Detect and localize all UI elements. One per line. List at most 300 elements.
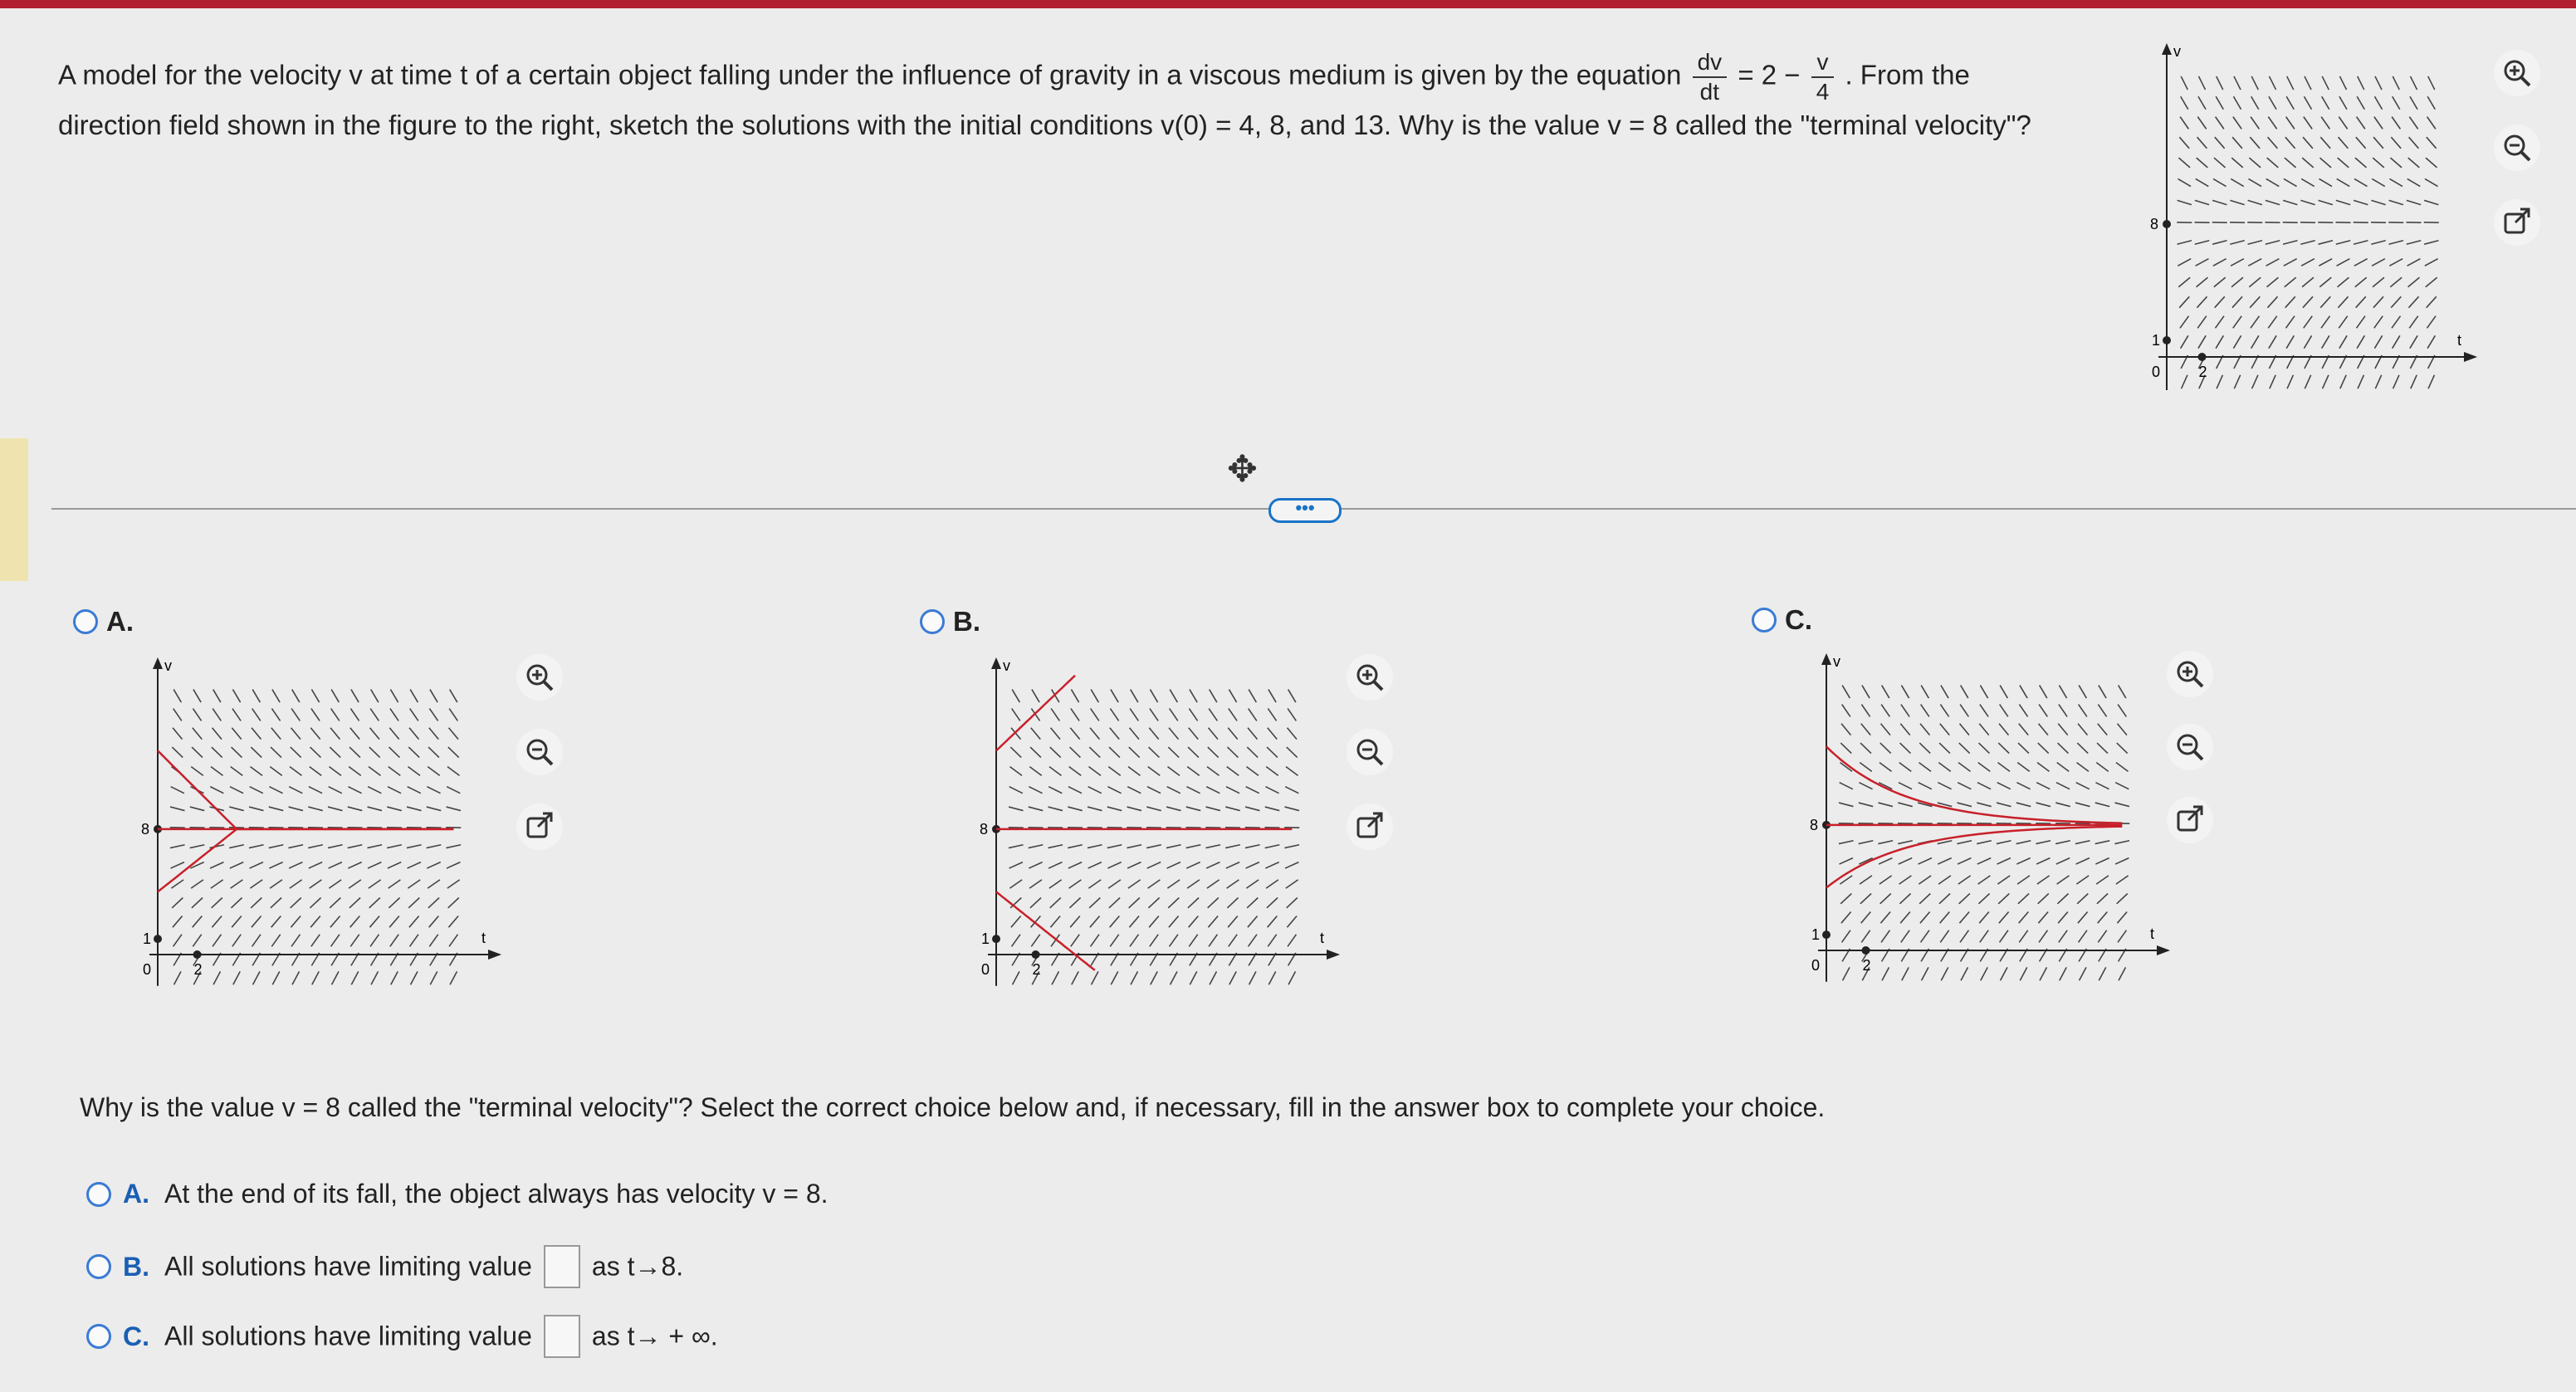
direction-segment: [291, 935, 300, 947]
option-c-radio[interactable]: [1752, 603, 1812, 636]
direction-segment: [311, 709, 320, 721]
direction-segment: [174, 690, 181, 702]
option-a-radio[interactable]: [73, 604, 134, 637]
solution-curve-13: [1826, 746, 2122, 823]
direction-segment: [448, 747, 459, 758]
direction-segment: [193, 916, 203, 927]
zoom-out-button-b[interactable]: [1347, 729, 1393, 775]
direction-segment: [349, 767, 360, 776]
direction-segment: [351, 690, 359, 702]
direction-segment: [2195, 200, 2209, 204]
direction-segment: [2080, 967, 2086, 980]
direction-segment: [2197, 277, 2208, 286]
direction-segment: [1980, 705, 1988, 717]
direction-segment: [1842, 686, 1850, 698]
direction-segment: [269, 787, 282, 794]
direction-segment: [2322, 335, 2329, 348]
choice-a-letter: A.: [123, 1179, 149, 1209]
direction-segment: [1920, 911, 1930, 923]
direction-segment: [2099, 686, 2106, 698]
direction-segment: [1997, 803, 2011, 807]
direction-segment: [192, 747, 203, 758]
direction-segment: [408, 747, 419, 758]
direction-segment: [1070, 747, 1081, 758]
direction-segment: [2038, 911, 2048, 923]
direction-segment: [1979, 911, 1989, 923]
direction-segment: [1011, 916, 1021, 927]
direction-segment: [229, 807, 243, 811]
question-part1: A model for the velocity v at time t of a certain object falling under the influence of gravity in a viscous medium is given by the equation: [58, 59, 1682, 90]
direction-segment: [1285, 862, 1298, 868]
option-b-radio[interactable]: [920, 604, 980, 637]
direction-segment: [408, 787, 421, 794]
direction-segment: [1246, 880, 1259, 888]
direction-segment: [2285, 158, 2296, 168]
direction-segment: [2098, 930, 2106, 943]
direction-segment: [2036, 783, 2050, 789]
direction-segment: [2232, 296, 2242, 307]
direction-segment: [1109, 898, 1120, 908]
direction-segment: [1010, 767, 1022, 776]
direction-segment: [269, 807, 283, 811]
direction-segment: [1981, 967, 1987, 980]
direction-segment: [1839, 841, 1854, 844]
direction-segment: [309, 787, 322, 794]
direction-segment: [2322, 96, 2329, 110]
direction-segment: [2339, 76, 2346, 90]
direction-segment: [429, 728, 438, 740]
direction-segment: [2303, 296, 2313, 307]
why-question-text: Why is the value v = 8 called the "terminal velocity"? Select the correct choice below and, if necessary, fill in the answer box to complete your choice.: [80, 1092, 1826, 1122]
direction-segment: [2095, 858, 2109, 864]
direction-segment: [1999, 911, 2009, 923]
direction-segment: [2304, 96, 2311, 110]
direction-segment: [1168, 898, 1179, 908]
direction-segment: [1959, 894, 1970, 904]
tick-label-8: 8: [141, 820, 150, 838]
direction-segment: [2393, 335, 2400, 348]
direction-segment: [447, 807, 461, 811]
direction-segment: [2233, 96, 2241, 110]
direction-segment: [271, 747, 281, 758]
direction-segment: [448, 916, 458, 927]
direction-segment: [2283, 200, 2297, 204]
direction-segment: [2233, 316, 2242, 329]
direction-segment: [2251, 335, 2259, 348]
point-t2: [193, 950, 202, 959]
direction-segment: [2196, 178, 2209, 186]
direction-segment: [2300, 200, 2314, 204]
direction-segment: [1997, 783, 2011, 789]
direction-segment: [2079, 930, 2087, 943]
direction-segment: [2058, 724, 2067, 735]
direction-segment: [1110, 728, 1119, 740]
direction-segment: [2267, 296, 2277, 307]
direction-segment: [449, 935, 457, 947]
direction-segment: [1901, 705, 1909, 717]
direction-segment: [2197, 296, 2207, 307]
direction-segment: [1107, 807, 1122, 811]
direction-segment: [1840, 894, 1851, 904]
direction-segment: [1268, 971, 1275, 984]
direction-segment: [2017, 763, 2029, 772]
direction-segment: [2232, 137, 2242, 149]
direction-segment: [1029, 767, 1041, 776]
direction-segment: [2117, 743, 2128, 754]
direction-segment: [213, 728, 222, 740]
choice-c[interactable]: [86, 1315, 718, 1358]
direction-segment: [1050, 898, 1061, 908]
direction-segment: [2000, 705, 2008, 717]
choice-c-answer-box[interactable]: [544, 1315, 580, 1358]
direction-segment: [2249, 277, 2261, 286]
direction-segment: [2212, 200, 2227, 204]
direction-segment: [310, 880, 322, 888]
direction-segment: [1959, 743, 1970, 754]
direction-segment: [232, 747, 242, 758]
direction-segment: [389, 898, 399, 908]
zoom-in-button-b[interactable]: [1347, 654, 1393, 701]
t-axis-arrow: [488, 950, 501, 960]
direction-segment: [1939, 894, 1950, 904]
direction-segment: [1127, 862, 1141, 868]
direction-segment: [2320, 137, 2330, 149]
direction-segment: [289, 862, 302, 868]
direction-segment: [1070, 916, 1080, 927]
direction-segment: [2195, 241, 2209, 245]
direction-segment: [2055, 841, 2070, 844]
direction-segment: [2215, 316, 2224, 329]
direction-segment: [2319, 277, 2331, 286]
option-b-graph: [963, 656, 1345, 1017]
option-c-label: C.: [1785, 604, 1812, 636]
radio-icon[interactable]: [86, 1182, 111, 1207]
direction-segment: [1940, 911, 1950, 923]
direction-segment: [369, 747, 380, 758]
direction-segment: [2095, 803, 2109, 807]
direction-segment: [407, 807, 421, 811]
direction-segment: [2057, 894, 2068, 904]
direction-segment: [252, 935, 261, 947]
direction-segment: [1088, 787, 1102, 794]
direction-segment: [2427, 296, 2437, 307]
direction-segment: [349, 880, 361, 888]
t-axis-arrow: [1327, 950, 1340, 960]
direction-segment: [1246, 787, 1259, 794]
direction-segment: [271, 709, 280, 721]
v-over-4-fraction: [1811, 48, 1835, 106]
direction-segment: [1127, 807, 1141, 811]
direction-segment: [2215, 137, 2225, 149]
direction-segment: [1978, 876, 1991, 884]
direction-segment: [2251, 316, 2260, 329]
direction-segment: [232, 690, 240, 702]
direction-segment: [2212, 241, 2227, 245]
direction-segment: [2304, 316, 2313, 329]
zoom-in-button-ref[interactable]: [2494, 50, 2540, 96]
direction-segment: [2407, 178, 2421, 186]
direction-segment: [1879, 763, 1891, 772]
radio-icon[interactable]: [73, 609, 98, 634]
direction-segment: [1901, 930, 1909, 943]
direction-segment: [2059, 686, 2066, 698]
direction-segment: [1861, 724, 1870, 735]
direction-segment: [1938, 858, 1951, 864]
direction-segment: [1958, 763, 1970, 772]
direction-segment: [2016, 858, 2030, 864]
direction-segment: [349, 747, 360, 758]
direction-segment: [211, 767, 222, 776]
direction-segment: [329, 862, 342, 868]
direction-segment: [329, 880, 341, 888]
direction-segment: [2197, 158, 2208, 168]
direction-segment: [2323, 375, 2329, 388]
direction-segment: [1245, 807, 1259, 811]
open-external-button-b[interactable]: [1347, 803, 1393, 850]
direction-segment: [2178, 277, 2190, 286]
zoom-in-button-c[interactable]: [2167, 651, 2213, 697]
direction-segment: [2097, 894, 2108, 904]
move-handle-icon[interactable]: ✥: [1227, 449, 1258, 490]
direction-segment: [371, 690, 379, 702]
direction-segment: [1842, 705, 1850, 717]
zoom-out-button-a[interactable]: [516, 729, 563, 775]
direction-segment: [2268, 137, 2278, 149]
direction-segment: [1860, 876, 1872, 884]
direction-segment: [2214, 158, 2226, 168]
direction-segment: [2216, 96, 2223, 110]
direction-segment: [1941, 967, 1948, 980]
direction-segment: [1048, 845, 1063, 848]
point-v1: [1822, 930, 1831, 939]
direction-segment: [1148, 880, 1161, 888]
zoom-out-button-c[interactable]: [2167, 724, 2213, 770]
direction-segment: [2000, 930, 2008, 943]
direction-segment: [2115, 803, 2129, 807]
direction-segment: [2427, 137, 2437, 149]
direction-segment: [1208, 916, 1218, 927]
direction-segment: [1130, 709, 1138, 721]
direction-segment: [1069, 880, 1082, 888]
direction-segment: [191, 767, 203, 776]
direction-segment: [1089, 767, 1101, 776]
direction-segment: [1287, 747, 1298, 758]
direction-segment: [2037, 876, 2050, 884]
direction-segment: [1228, 916, 1238, 927]
direction-segment: [2319, 259, 2332, 266]
zoom-in-button-a[interactable]: [516, 654, 563, 701]
radio-icon[interactable]: [86, 1324, 111, 1349]
question-part2: . From the direction field shown in the figure to the right, sketch the solutions with the initial conditions v(0) = 4, 8, and 13. Why is the value v = 8 called the "terminal velocity"?: [58, 59, 2031, 140]
direction-segment: [2180, 316, 2189, 329]
direction-segment: [232, 728, 241, 740]
direction-segment: [250, 862, 263, 868]
v-axis-arrow: [1821, 653, 1831, 665]
direction-segment: [1168, 767, 1180, 776]
direction-segment: [231, 880, 243, 888]
direction-segment: [250, 787, 263, 794]
direction-segment: [2393, 375, 2399, 388]
direction-segment: [2427, 316, 2436, 329]
direction-segment: [2178, 259, 2191, 266]
choice-b-answer-box[interactable]: [544, 1245, 580, 1288]
frac2-denominator: 4: [1816, 79, 1830, 105]
direction-segment: [271, 728, 281, 740]
direction-segment: [369, 767, 380, 776]
direction-segment: [1170, 690, 1177, 702]
direction-segment: [387, 845, 402, 848]
direction-segment: [1229, 709, 1237, 721]
radio-icon[interactable]: [920, 609, 945, 634]
direction-segment: [2248, 259, 2261, 266]
direction-segment: [2040, 686, 2047, 698]
direction-segment: [1013, 971, 1019, 984]
direction-segment: [1127, 787, 1141, 794]
direction-segment: [2248, 178, 2261, 186]
direction-segment: [2231, 158, 2243, 168]
direction-segment: [1189, 728, 1198, 740]
direction-segment: [348, 845, 363, 848]
direction-segment: [332, 971, 339, 984]
direction-segment: [2075, 803, 2090, 807]
radio-icon[interactable]: [1752, 608, 1777, 633]
direction-segment: [2428, 76, 2435, 90]
direction-segment: [2057, 876, 2070, 884]
direction-segment: [350, 709, 359, 721]
direction-segment: [2119, 686, 2126, 698]
direction-segment: [2354, 200, 2368, 204]
direction-segment: [2230, 200, 2244, 204]
direction-segment: [251, 747, 262, 758]
direction-segment: [1169, 728, 1178, 740]
direction-segment: [2373, 277, 2384, 286]
external-link-icon: [2500, 206, 2534, 239]
choice-a[interactable]: [86, 1177, 829, 1209]
direction-segment: [1860, 743, 1871, 754]
direction-segment: [1010, 747, 1021, 758]
zoom-in-icon: [2173, 657, 2207, 691]
direction-segment: [173, 916, 183, 927]
direction-segment: [1170, 935, 1178, 947]
direction-segment: [2058, 743, 2069, 754]
direction-segment: [390, 690, 398, 702]
direction-segment: [447, 787, 460, 794]
direction-segment: [2285, 316, 2295, 329]
direction-segment: [369, 916, 379, 927]
direction-segment: [2407, 200, 2421, 204]
direction-segment: [2356, 296, 2366, 307]
direction-segment: [2392, 316, 2401, 329]
frac2-numerator: v: [1811, 48, 1835, 78]
direction-segment: [2354, 259, 2368, 266]
choice-b-suffix: as t→8.: [591, 1251, 684, 1282]
direction-segment: [1958, 803, 1972, 807]
direction-segment: [1149, 747, 1160, 758]
direction-segment: [291, 747, 301, 758]
direction-segment: [1229, 935, 1237, 947]
direction-segment: [2249, 158, 2261, 168]
direction-segment: [2095, 783, 2109, 789]
direction-segment: [1048, 787, 1062, 794]
direction-segment: [410, 709, 418, 721]
tick-label-2: 2: [193, 961, 203, 978]
direction-segment: [447, 862, 460, 868]
direction-segment: [1860, 894, 1871, 904]
direction-segment: [2425, 259, 2438, 266]
direction-segment: [349, 898, 360, 908]
solution-curve-13: [996, 676, 1075, 751]
direction-segment: [1978, 763, 1990, 772]
direction-segment: [1131, 690, 1138, 702]
direction-segment: [2077, 743, 2088, 754]
direction-segment: [350, 935, 359, 947]
direction-segment: [350, 728, 359, 740]
direction-segment: [2424, 241, 2438, 245]
direction-segment: [1209, 709, 1217, 721]
direction-segment: [2266, 241, 2280, 245]
direction-segment: [272, 971, 279, 984]
direction-segment: [447, 767, 459, 776]
direction-segment: [2017, 876, 2030, 884]
direction-segment: [1169, 916, 1179, 927]
open-external-button-ref[interactable]: [2494, 199, 2540, 246]
direction-segment: [2098, 911, 2108, 923]
direction-segment: [1285, 787, 1298, 794]
direction-segment: [2340, 375, 2346, 388]
direction-segment: [1839, 803, 1853, 807]
open-external-button-c[interactable]: [2167, 797, 2213, 843]
direction-segment: [2039, 930, 2047, 943]
direction-segment: [428, 898, 439, 908]
choice-b[interactable]: [86, 1245, 683, 1288]
direction-segment: [2182, 375, 2187, 388]
direction-segment: [2358, 375, 2363, 388]
direction-segment: [1206, 862, 1220, 868]
direction-segment: [1288, 935, 1296, 947]
direction-segment: [1186, 845, 1201, 848]
direction-segment: [310, 898, 320, 908]
direction-segment: [1841, 724, 1850, 735]
direction-segment: [1030, 747, 1041, 758]
direction-segment: [2321, 117, 2329, 129]
direction-segment: [1029, 880, 1042, 888]
direction-segment: [1938, 763, 1950, 772]
direction-segment: [450, 690, 457, 702]
direction-segment: [1880, 894, 1891, 904]
radio-icon[interactable]: [86, 1254, 111, 1279]
open-external-button-a[interactable]: [516, 803, 563, 850]
direction-segment: [192, 898, 203, 908]
direction-segment: [2060, 967, 2066, 980]
direction-segment: [1941, 686, 1948, 698]
direction-segment: [290, 880, 302, 888]
direction-segment: [230, 787, 243, 794]
direction-segment: [1151, 971, 1157, 984]
direction-segment: [2319, 178, 2332, 186]
direction-segment: [2251, 117, 2259, 129]
direction-segment: [2180, 117, 2188, 129]
direction-segment: [1286, 767, 1298, 776]
direction-segment: [1840, 858, 1853, 864]
choice-b-text: All solutions have limiting value: [164, 1251, 532, 1282]
zoom-out-button-ref[interactable]: [2494, 125, 2540, 171]
more-options-button[interactable]: •••: [1268, 498, 1342, 523]
direction-segment: [1980, 686, 1987, 698]
direction-segment: [1919, 763, 1931, 772]
direction-segment: [2095, 841, 2110, 844]
direction-segment: [1029, 807, 1043, 811]
direction-segment: [2231, 178, 2244, 186]
